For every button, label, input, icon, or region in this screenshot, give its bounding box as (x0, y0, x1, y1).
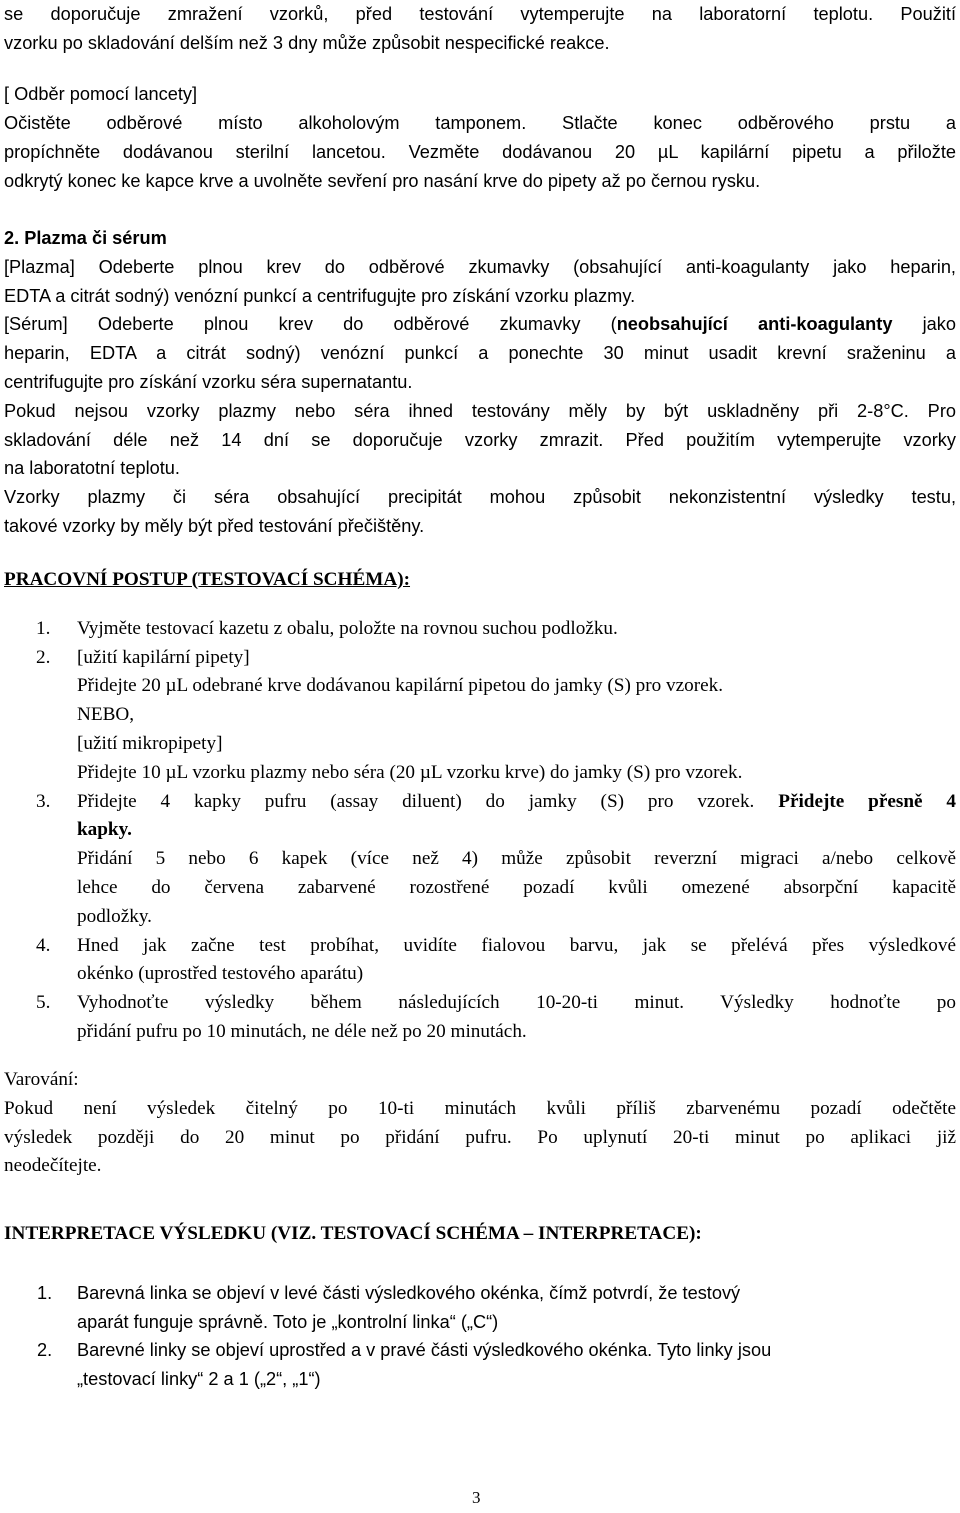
warning-line: Pokud není výsledek čitelný po 10-ti minutách kvůli příliš zbarvenému pozadí odečtěte (4, 1097, 956, 1119)
storage-line: Pokud nejsou vzorky plazmy nebo séra ihned testovány měly by být uskladněny při 2-8°C. Pro (4, 400, 956, 421)
lancet-line: Očistěte odběrové místo alkoholovým tamponem. Stlačte konec odběrového prstu a (4, 112, 956, 133)
step-emphasis: kapky. (77, 819, 132, 841)
warning-label: Varování: (4, 1069, 79, 1090)
precipitate-line: takové vzorky by měly být před testování přečištěny. (4, 515, 425, 536)
plasma-heading: 2. Plazma či sérum (4, 228, 167, 248)
item-text: aparát funguje správně. Toto je „kontrolní linka“ („C“) (77, 1311, 499, 1332)
item-text: „testovací linky“ 2 a 1 („2“, „1“) (77, 1369, 321, 1390)
step-text: NEBO, (77, 704, 135, 726)
procedure-step (4, 615, 956, 644)
precipitate-line: Vzorky plazmy či séra obsahující precipitát mohou způsobit nekonzistentní výsledky testu, (4, 487, 956, 508)
interpretation-heading: INTERPRETACE VÝSLEDKU (VIZ. TESTOVACÍ SCHÉMA – INTERPRETACE): (4, 1223, 702, 1244)
lancet-line-part: propíchněte dodávanou sterilní lancetou. (4, 141, 386, 162)
serum-line (4, 310, 956, 339)
plasma-section (4, 224, 956, 541)
procedure-step (4, 989, 956, 1047)
warning-line: výsledek později do 20 minut po přidání pufru. Po uplynutí 20-ti minut po aplikaci již (4, 1126, 956, 1148)
step-text: Přidání 5 nebo 6 kapek (více než 4) může způsobit reverzní migraci a/nebo celkově (77, 848, 956, 870)
intro-line: vzorku po skladování delším než 3 dny může způsobit nespecifické reakce. (4, 32, 610, 53)
step-text: okénko (uprostřed testového aparátu) (77, 963, 364, 985)
lancet-section (4, 80, 956, 196)
step-text: Vyhodnoťte výsledky během následujících 10-20-ti minut. Výsledky hodnoťte po (77, 992, 956, 1014)
step-number: 1. (36, 617, 51, 639)
step-text: [užití kapilární pipety] (77, 646, 250, 668)
serum-text: [Sérum] Odeberte plnou krev do odběrové zkumavky ( (4, 314, 617, 335)
step-text (77, 788, 956, 817)
item-number: 2. (37, 1340, 53, 1361)
procedure-step (4, 788, 956, 932)
intro-line: se doporučuje zmražení vzorků, před testování vytemperujte na laboratorní teplotu. Použití (4, 4, 956, 24)
plasma-line: EDTA a citrát sodný) venózní punkcí a centrifugujte pro získání vzorku plazmy. (4, 285, 636, 306)
item-number: 1. (37, 1282, 53, 1303)
step-number: 3. (36, 790, 51, 812)
lancet-line-part: Vezměte dodávanou 20 µL kapilární pipetu a přiložte (385, 141, 956, 162)
step-text: lehce do červena zabarvené rozostřené pozadí kvůli omezené absorpční kapacitě (77, 876, 956, 898)
interpretation-section (4, 1220, 956, 1394)
step-number: 5. (36, 992, 51, 1014)
intro-paragraph (4, 0, 956, 58)
step-number: 4. (36, 934, 51, 956)
procedure-heading: PRACOVNÍ POSTUP (TESTOVACÍ SCHÉMA): (4, 569, 411, 590)
interpretation-item (4, 1279, 956, 1337)
storage-line: skladování déle než 14 dní se doporučuje vzorky zmrazit. Před použitím vytemperujte vzorky (4, 429, 956, 450)
lancet-line: odkrytý konec ke kapce krve a uvolněte sevření pro nasání krve do pipety až po černou rysku. (4, 171, 761, 192)
serum-line: centrifugujte pro získání vzorku séra supernatantu. (4, 371, 413, 392)
procedure-section (4, 566, 956, 1047)
warning-section (4, 1066, 956, 1181)
page-number: 3 (472, 1488, 481, 1507)
warning-line: neodečítejte. (4, 1155, 102, 1177)
serum-emphasis: neobsahující anti-koagulanty (616, 314, 893, 335)
step-text: Hned jak začne test probíhat, uvidíte fialovou barvu, jak se přelévá přes výsledkové (77, 934, 956, 956)
storage-line: na laboratotní teplotu. (4, 458, 180, 479)
interpretation-item (4, 1336, 956, 1394)
step-text: přidání pufru po 10 minutách, ne déle než po 20 minutách. (77, 1020, 527, 1042)
step-text: Vyjměte testovací kazetu z obalu, položte na rovnou suchou podložku. (77, 617, 618, 639)
serum-text: jako (892, 314, 957, 335)
item-text: Barevné linky se objeví uprostřed a v pravé části výsledkového okénka. Tyto linky jsou (77, 1340, 772, 1361)
step-text-part: Přidejte 4 kapky pufru (assay diluent) do jamky (S) pro vzorek. (77, 790, 755, 812)
plasma-line: [Plazma] Odeberte plnou krev do odběrové zkumavky (obsahující anti-koagulanty jako heparin, (4, 256, 956, 277)
serum-line: heparin, EDTA a citrát sodný) venózní punkcí a ponechte 30 minut usadit krevní sraženinu a (4, 343, 956, 364)
step-text: podložky. (77, 905, 152, 927)
step-number: 2. (36, 646, 51, 668)
step-text: Přidejte 20 µL odebrané krve dodávanou kapilární pipetou do jamky (S) pro vzorek. (77, 675, 724, 697)
step-text: Přidejte 10 µL vzorku plazmy nebo séra (20 µL vzorku krve) do jamky (S) pro vzorek. (77, 761, 743, 783)
step-emphasis: Přidejte přesně 4 (778, 790, 956, 812)
lancet-line (4, 138, 956, 168)
item-text: Barevná linka se objeví v levé části výsledkového okénka, čímž potvrdí, že testový (77, 1282, 741, 1303)
step-text: [užití mikropipety] (77, 732, 223, 754)
procedure-step (4, 644, 956, 788)
lancet-label: [ Odběr pomocí lancety] (4, 84, 198, 104)
procedure-step (4, 932, 956, 990)
step-text (77, 816, 956, 845)
